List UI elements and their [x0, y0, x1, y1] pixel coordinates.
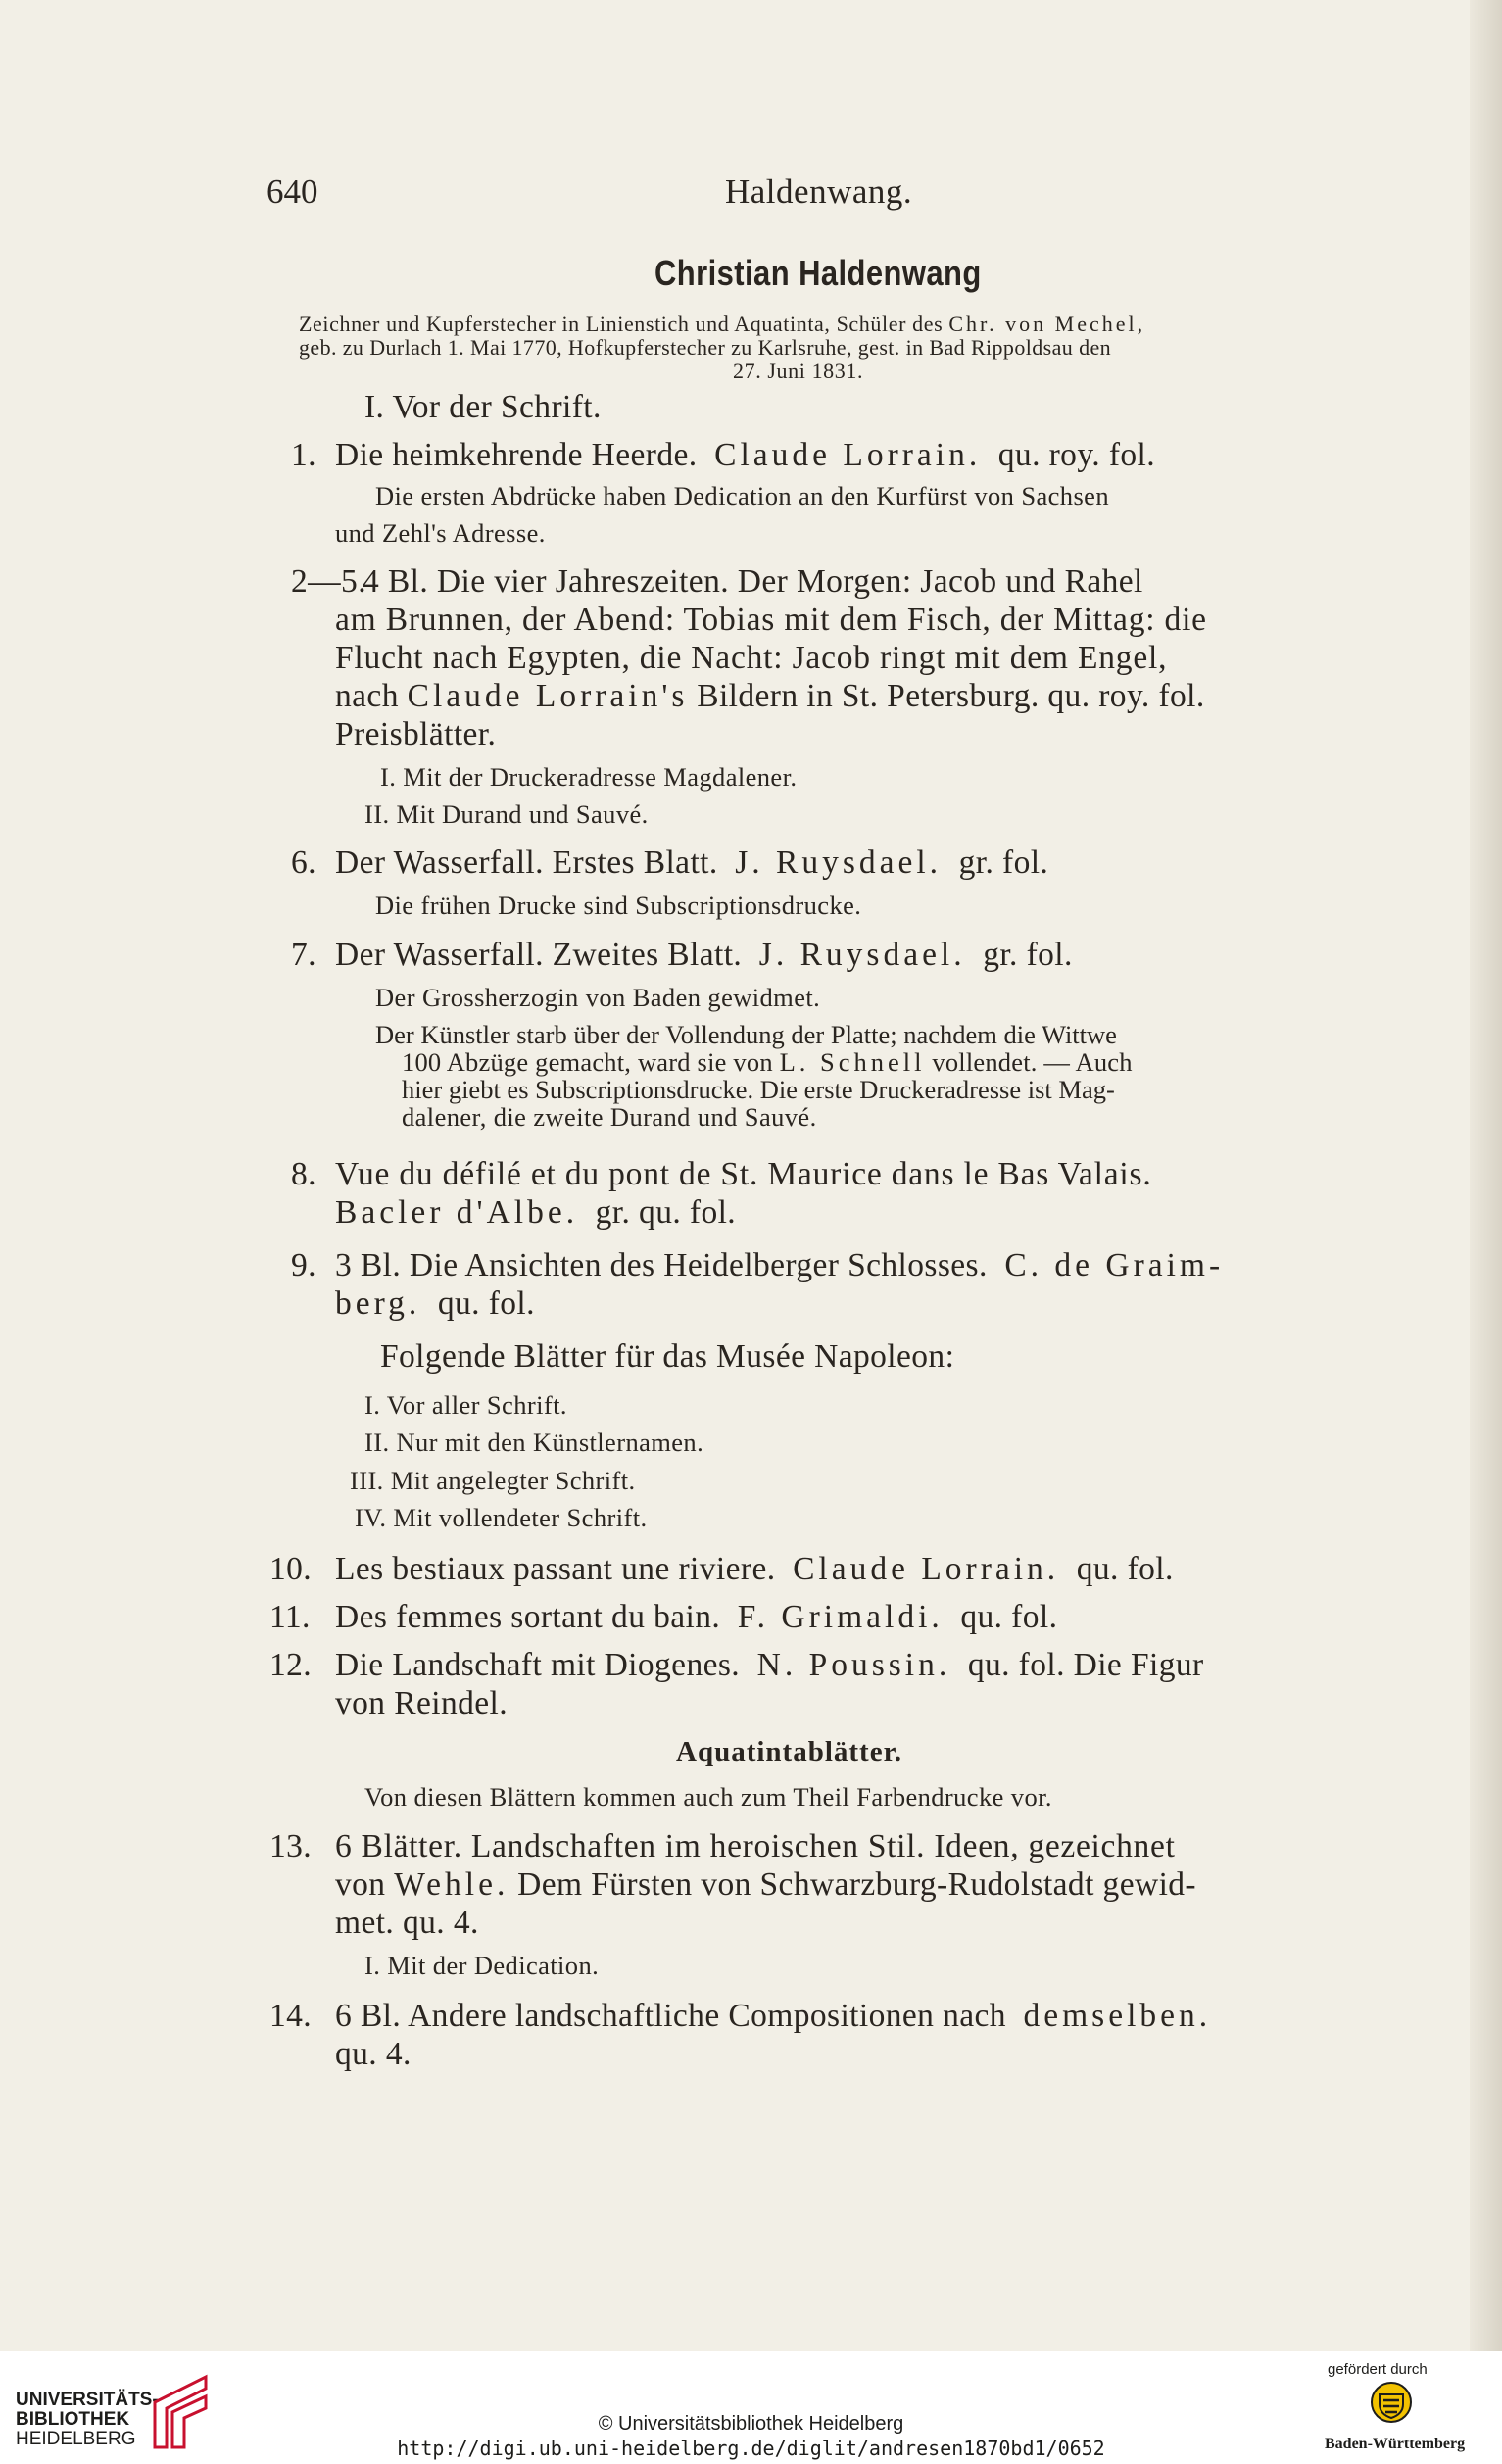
entry-13-state-1: I. Mit der Dedication. [364, 1951, 600, 1980]
entry-6-note: Die frühen Drucke sind Subscriptionsdrucke. [375, 891, 862, 920]
entry-number: 7. [291, 937, 316, 973]
entry-14-line-1: 6 Bl. Andere landschaftliche Compositionen nach demselben. [335, 1998, 1212, 2034]
entry-2-line-1: 4 Bl. Die vier Jahreszeiten. Der Morgen: Jacob und Rahel [363, 563, 1143, 600]
entry-13-line-1: 6 Blätter. Landschaften im heroischen Stil. Ideen, gezeichnet [335, 1828, 1176, 1864]
funder-name: Baden-Württemberg [1325, 2436, 1466, 2452]
entry-2-line-3: Flucht nach Egypten, die Nacht: Jacob ringt mit dem Engel, [335, 640, 1168, 676]
artist-bio-line-3: 27. Juni 1831. [733, 359, 864, 383]
entry-10-line-1: Les bestiaux passant une riviere. Claude Lorrain. qu. fol. [335, 1551, 1174, 1587]
entry-1-note-2: und Zehl's Adresse. [335, 518, 546, 548]
entry-7-line-1: Der Wasserfall. Zweites Blatt. J. Ruysdael. gr. fol. [335, 937, 1073, 973]
entry-number: 12. [269, 1647, 313, 1683]
page-edge [1470, 0, 1502, 2351]
entry-13-line-2: von Wehle. Dem Fürsten von Schwarzburg-Rudolstadt gewid- [335, 1866, 1196, 1903]
entry-9-state-1: I. Vor aller Schrift. [364, 1390, 567, 1420]
entry-12-line-2: von Reindel. [335, 1685, 508, 1721]
state-header: I. Vor der Schrift. [364, 389, 602, 425]
entry-number: 8. [291, 1156, 316, 1192]
entry-2-line-2: am Brunnen, der Abend: Tobias mit dem Fisch, der Mittag: die [335, 602, 1207, 638]
entry-number: 9. [291, 1247, 316, 1283]
entry-number: 2—5. [291, 563, 366, 600]
logo-line-2: BIBLIOTHEK [16, 2409, 130, 2430]
section-note: Von diesen Blättern kommen auch zum Theil Farbendrucke vor. [364, 1782, 1052, 1812]
artist-bio-line-1: Zeichner und Kupferstecher in Linienstich und Aquatinta, Schüler des Chr. von Mechel, [299, 312, 1146, 336]
entry-12-line-1: Die Landschaft mit Diogenes. N. Poussin. qu. fol. Die Figur [335, 1647, 1204, 1683]
entry-9-state-3: III. Mit angelegter Schrift. [350, 1466, 636, 1495]
entry-11-line-1: Des femmes sortant du bain. F. Grimaldi. qu. fol. [335, 1599, 1058, 1635]
entry-13-line-3: met. qu. 4. [335, 1905, 479, 1941]
entry-2-line-5: Preisblätter. [335, 716, 497, 752]
page-number: 640 [266, 172, 318, 211]
entry-1-note-1: Die ersten Abdrücke haben Dedication an den Kurfürst von Sachsen [375, 481, 1109, 510]
entry-2-state-2: II. Mit Durand und Sauvé. [364, 799, 649, 829]
entry-14-line-2: qu. 4. [335, 2036, 412, 2072]
entry-9-line-2: berg. qu. fol. [335, 1285, 535, 1322]
funded-by-label: gefördert durch [1328, 2361, 1428, 2378]
entry-7-note-3: 100 Abzüge gemacht, ward sie von L. Schnell vollendet. — Auch [402, 1047, 1133, 1077]
state-coat-of-arms-icon [1370, 2381, 1413, 2424]
artist-name: Christian Haldenwang [654, 253, 982, 293]
entry-9-state-2: II. Nur mit den Künstlernamen. [364, 1427, 704, 1457]
permalink-url[interactable]: http://digi.ub.uni-heidelberg.de/diglit/andresen1870bd1/0652 [397, 2437, 1105, 2460]
entry-2-state-1: I. Mit der Druckeradresse Magdalener. [380, 762, 798, 792]
entry-7-note-4: hier giebt es Subscriptionsdrucke. Die erste Druckeradresse ist Mag- [402, 1075, 1115, 1104]
entry-number: 13. [269, 1828, 313, 1864]
entry-7-note-1: Der Grossherzogin von Baden gewidmet. [375, 983, 821, 1012]
entry-number: 10. [269, 1551, 313, 1587]
logo-line-1: UNIVERSITÄTS- [16, 2390, 159, 2410]
entry-8-line-2: Bacler d'Albe. gr. qu. fol. [335, 1194, 737, 1231]
entry-number: 6. [291, 845, 316, 881]
entry-number: 14. [269, 1998, 313, 2034]
entry-6-line-1: Der Wasserfall. Erstes Blatt. J. Ruysdael. gr. fol. [335, 845, 1049, 881]
entry-1-line-1: Die heimkehrende Heerde. Claude Lorrain. qu. roy. fol. [335, 437, 1156, 473]
entry-9-state-4: IV. Mit vollendeter Schrift. [355, 1503, 648, 1532]
entry-2-line-4: nach Claude Lorrain's Bildern in St. Petersburg. qu. roy. fol. [335, 678, 1205, 714]
section-title: Aquatintablätter. [676, 1736, 903, 1767]
copyright-notice: © Universitätsbibliothek Heidelberg [598, 2413, 904, 2435]
logo-line-3: HEIDELBERG [16, 2429, 136, 2449]
entry-number: 1. [291, 437, 316, 473]
running-title: Haldenwang. [725, 172, 913, 211]
entry-9-subheading: Folgende Blätter für das Musée Napoleon: [380, 1338, 955, 1375]
entry-8-line-1: Vue du défilé et du pont de St. Maurice dans le Bas Valais. [335, 1156, 1152, 1192]
entry-9-line-1: 3 Bl. Die Ansichten des Heidelberger Schlosses. C. de Graim- [335, 1247, 1225, 1283]
entry-7-note-2: Der Künstler starb über der Vollendung der Platte; nachdem die Wittwe [375, 1020, 1117, 1049]
artist-bio-line-2: geb. zu Durlach 1. Mai 1770, Hofkupferstecher zu Karlsruhe, gest. in Bad Rippoldsau den [299, 335, 1112, 360]
entry-number: 11. [269, 1599, 311, 1635]
entry-7-note-5: dalener, die zweite Durand und Sauvé. [402, 1102, 817, 1132]
